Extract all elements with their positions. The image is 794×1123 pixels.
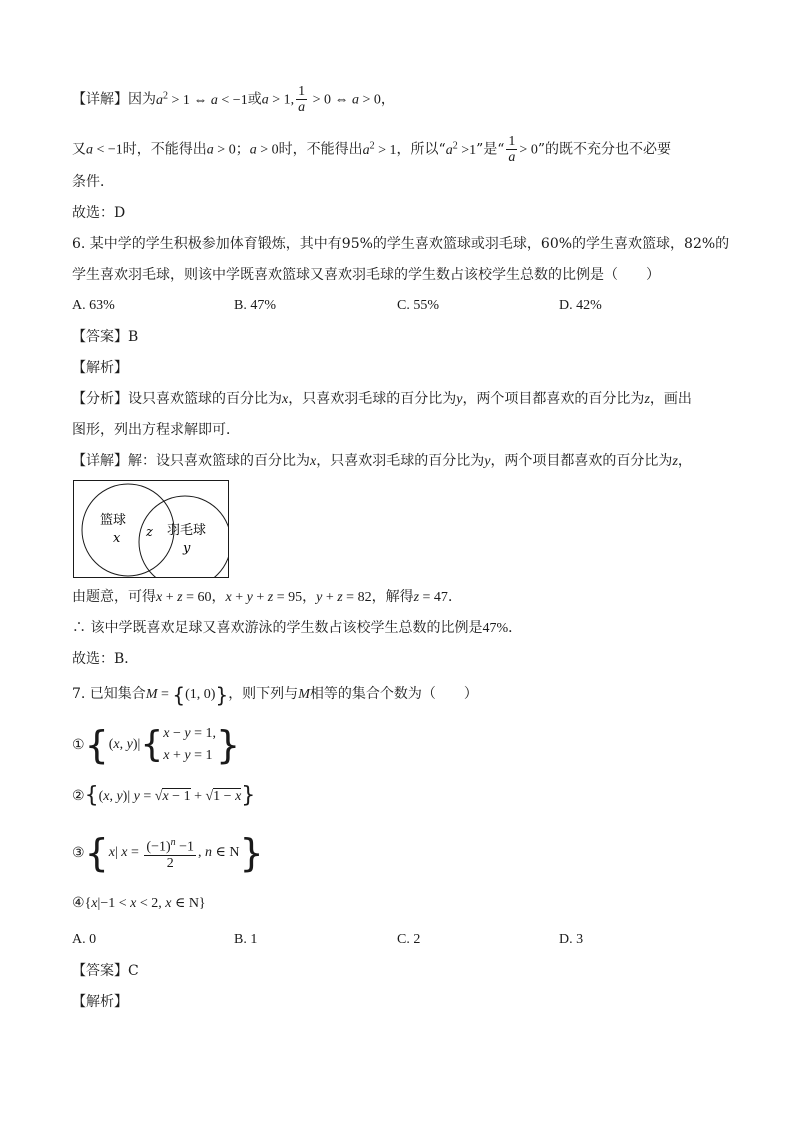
text-segment: ，两个项目都喜欢的百分比为	[490, 453, 673, 469]
text-segment: ，则下列与	[228, 686, 299, 702]
answer-value: B	[128, 329, 139, 345]
math-a2-gt-1: $a^2 > 1$	[362, 139, 397, 158]
text-period: ．	[447, 589, 462, 605]
text-segment: 又	[72, 141, 86, 158]
detail-tag: 【详解】	[72, 91, 128, 108]
detail-line-2	[72, 134, 671, 165]
math-a-gt-0: a > 0	[206, 142, 236, 158]
text-segment: 解：设只喜欢篮球的百分比为	[128, 453, 310, 469]
text-segment: ”是“	[476, 141, 505, 158]
q6-conclusion	[72, 618, 522, 639]
math-solution-z: z = 47	[413, 590, 448, 605]
q7-answer	[72, 961, 139, 981]
q6-option-a: A. 63%	[72, 298, 115, 313]
text-segment: 时，不能得出	[122, 141, 207, 158]
answer-value: C	[128, 963, 139, 979]
detail-comma: ，	[380, 91, 395, 108]
detail-tag: 【详解】	[72, 453, 128, 469]
item-marker: ①	[72, 737, 85, 753]
detail-or: 或	[247, 91, 262, 108]
detail-text: 因为	[128, 91, 156, 108]
q6-detail-line-1	[72, 451, 692, 472]
fenxi-tag: 【分析】	[72, 391, 128, 407]
q6-answer	[72, 327, 138, 347]
math-eq-2: x + y + z = 95	[225, 590, 303, 605]
var-y: y	[484, 454, 491, 469]
text-segment: ．	[508, 620, 523, 636]
q7-item-2: ②{(x, y)| y = √x − 1 + √1 − x}	[72, 783, 256, 808]
text-segment: ，画出	[649, 391, 692, 407]
math-frac-implies: > 0 ⇔ a > 0	[309, 92, 381, 108]
q7-analysis-tag: 【解析】	[72, 994, 128, 1010]
answer-tag: 【答案】	[72, 329, 128, 345]
text-separator: ，	[211, 589, 226, 605]
math-a-gt-0: a > 0	[249, 142, 279, 158]
venn-diagram	[73, 480, 229, 578]
var-x: x	[310, 454, 317, 469]
q7-option-d: D. 3	[559, 932, 584, 947]
q6-equations	[72, 587, 462, 608]
math-a-gt-1: a > 1,	[261, 92, 295, 108]
text-segment: ，两个项目都喜欢的百分比为	[462, 391, 645, 407]
item-marker: ③	[72, 845, 85, 861]
q7-option-a: A. 0	[72, 932, 97, 947]
math-eq-1: x + z = 60	[156, 590, 212, 605]
text-segment: 由题意，可得	[72, 589, 156, 605]
q6-option-c: C. 55%	[397, 298, 439, 313]
venn-label-badminton: 羽毛球	[167, 523, 207, 538]
q7-item-1: ①{(x, y)|{ x − y = 1, x + y = 1 }	[72, 723, 241, 767]
text-segment: ∴ 该中学既喜欢足球又喜欢游泳的学生数占该校学生总数的比例是	[72, 620, 483, 636]
var-z: z	[644, 392, 650, 407]
math-frac-power: $\frac{(-1)^n -1}{2}$	[146, 837, 195, 871]
math-a2-gt-1: $a^2 > 1$ ⇔ a < −1	[156, 89, 248, 108]
var-M: M	[298, 687, 310, 702]
text-segment: 7. 已知集合	[72, 686, 146, 702]
q7-item-4: ④{x|−1 < x < 2, x ∈ N}	[72, 895, 206, 911]
q7-item-3: ③{x| x = $\frac{(-1)^n -1}{2}$ , n ∈ N}	[72, 831, 264, 875]
q7-option-b: B. 1	[234, 932, 258, 947]
venn-label-basketball: 篮球	[100, 513, 127, 528]
item-marker: ④	[72, 895, 85, 911]
text-segment: ，所以“	[396, 141, 446, 158]
answer-choice-5: 故选：D	[72, 205, 126, 221]
text-segment: 时，不能得出	[278, 141, 363, 158]
q6-fenxi-line-2: 图形，列出方程求解即可．	[72, 422, 240, 438]
text-segment: ”的既不充分也不必要	[537, 141, 671, 158]
answer-tag: 【答案】	[72, 963, 128, 979]
venn-var-z: z	[146, 525, 153, 540]
q6-option-d: D. 42%	[559, 298, 602, 313]
text-segment: ，只喜欢羽毛球的百分比为	[316, 453, 485, 469]
venn-var-x: x	[113, 531, 121, 546]
math-system-1: x − y = 1, x + y = 1	[163, 726, 216, 763]
math-frac-1-over-a: $\frac{1}{a}$	[508, 134, 516, 165]
item-marker: ②	[72, 788, 85, 804]
math-gt-0: > 0	[519, 142, 538, 158]
detail-line-1	[72, 84, 395, 115]
math-frac-1-over-a: $\frac{1}{a}$	[298, 84, 306, 115]
q6-fenxi-line-1	[72, 389, 692, 410]
venn-var-y: y	[183, 541, 191, 556]
math-a-lt-neg1: a < −1	[86, 142, 123, 158]
math-a2-gt-1-quoted: $a^2 >1$	[445, 139, 477, 158]
q6-option-b: B. 47%	[234, 298, 276, 313]
text-separator: ，	[302, 589, 317, 605]
text-segment: ，解得	[371, 589, 414, 605]
text-segment: ；	[235, 141, 250, 158]
q6-stem-line-1: 6. 某中学的学生积极参加体育锻炼，其中有95%的学生喜欢篮球或羽毛球，60%的学生喜欢篮球，82%的	[72, 236, 730, 252]
q6-choose: 故选：B．	[72, 651, 139, 667]
q6-stem-line-2: 学生喜欢羽毛球，则该中学既喜欢篮球又喜欢羽毛球的学生数占该校学生总数的比例是（ ）	[72, 267, 660, 283]
var-x: x	[282, 392, 289, 407]
q7-stem	[72, 684, 478, 705]
text-segment: ，	[677, 453, 692, 469]
venn-circle-basketball	[82, 484, 174, 576]
math-set-M: M = {(1, 0)}	[145, 682, 229, 707]
q6-analysis-tag: 【解析】	[72, 360, 128, 376]
var-y: y	[456, 392, 463, 407]
var-z: z	[672, 454, 678, 469]
text-segment: 设只喜欢篮球的百分比为	[128, 391, 282, 407]
conclusion-value: 47%	[482, 621, 509, 636]
detail-line-3: 条件．	[72, 174, 114, 190]
math-eq-3: y + z = 82	[316, 590, 372, 605]
q7-option-c: C. 2	[397, 932, 421, 947]
text-segment: 相等的集合个数为（ ）	[309, 686, 478, 702]
text-segment: ，只喜欢羽毛球的百分比为	[288, 391, 457, 407]
